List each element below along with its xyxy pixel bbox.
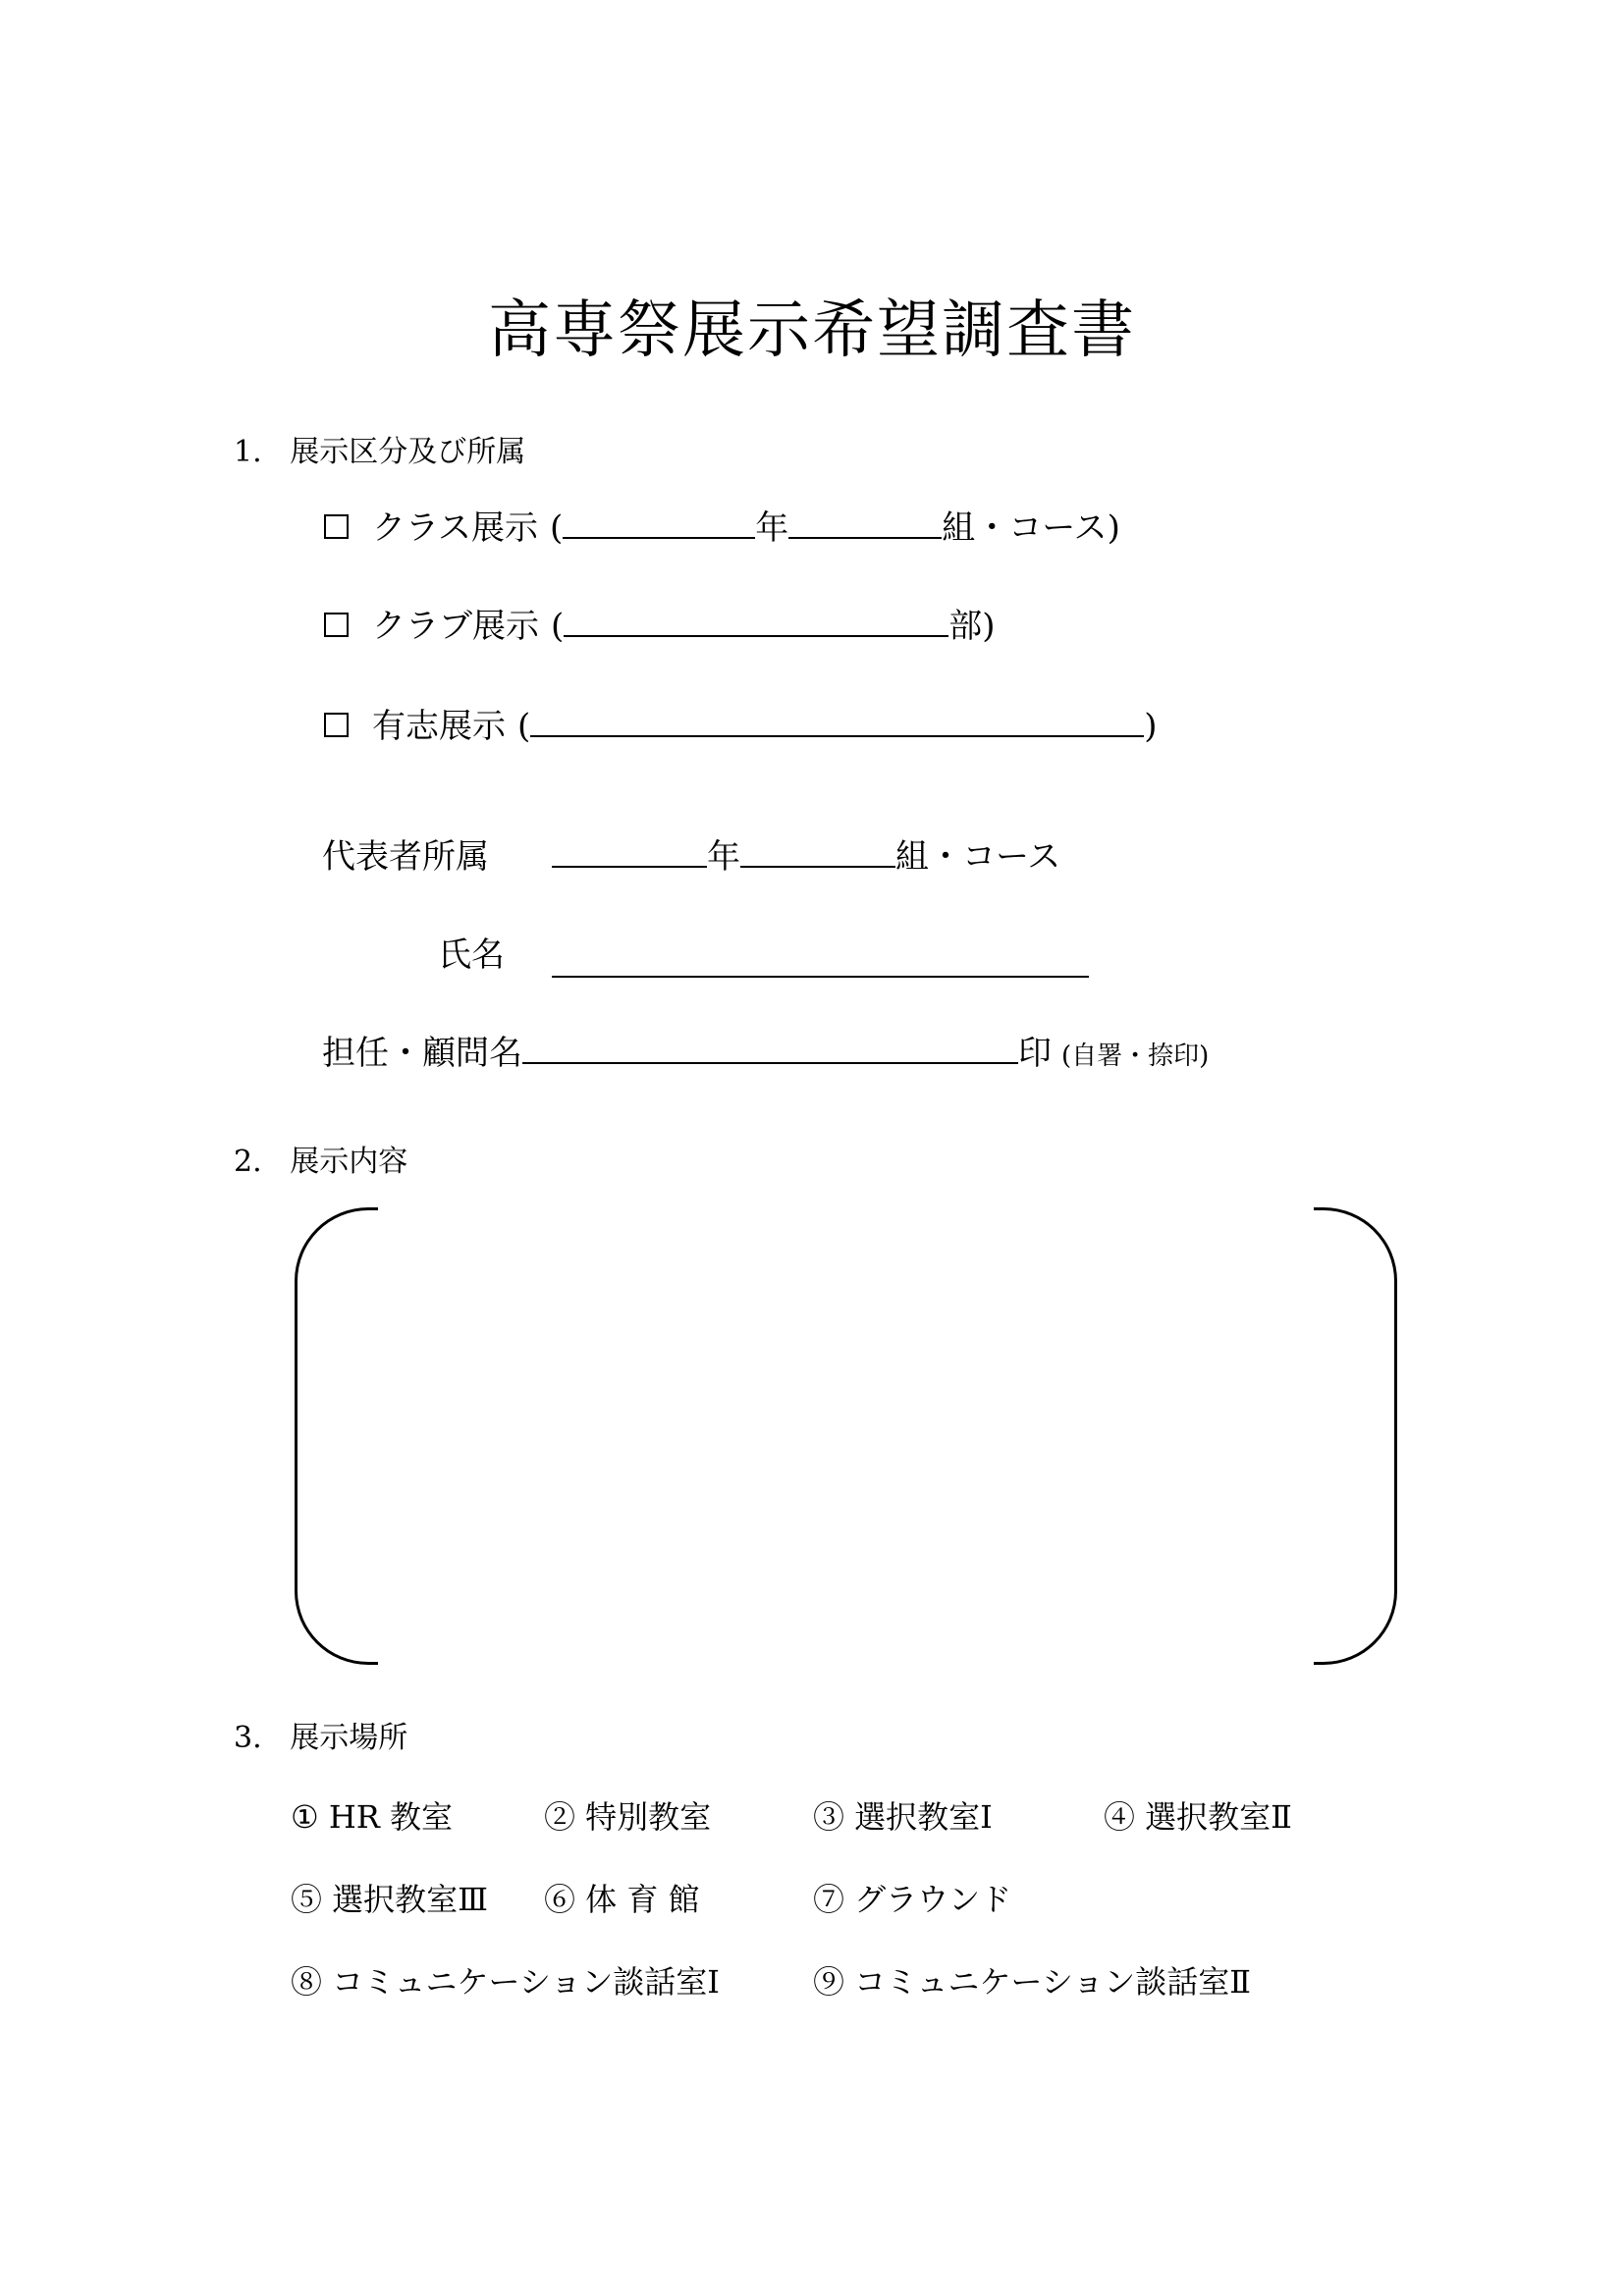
volunteer-name-field[interactable] xyxy=(530,700,1144,737)
seal-label: 印 xyxy=(1018,1034,1052,1073)
section-2-title: 展示内容 xyxy=(290,1145,408,1179)
club-unit: 部 xyxy=(948,607,983,646)
content-right-bracket xyxy=(1314,1207,1397,1665)
open-paren: ( xyxy=(551,607,565,646)
venue-option[interactable]: ① HR 教室 xyxy=(291,1798,454,1836)
advisor-label: 担任・顧問名 xyxy=(322,1034,522,1073)
section-3-title: 展示場所 xyxy=(290,1721,408,1755)
club-exhibit-checkbox[interactable] xyxy=(324,613,349,637)
section-3-heading xyxy=(234,1713,407,1756)
open-paren: ( xyxy=(549,508,564,548)
open-paren: ( xyxy=(517,707,531,746)
section-2-heading xyxy=(234,1137,407,1180)
close-paren: ) xyxy=(982,607,996,646)
club-exhibit-option[interactable] xyxy=(324,599,996,647)
venue-option[interactable]: ⑦ グラウンド xyxy=(813,1881,1012,1918)
volunteer-exhibit-checkbox[interactable] xyxy=(324,713,349,737)
representative-affiliation-label: 代表者所属 xyxy=(322,837,489,877)
representative-name-field[interactable] xyxy=(552,940,1089,978)
representative-year-field[interactable] xyxy=(552,830,707,868)
close-paren: ) xyxy=(1107,508,1120,548)
volunteer-exhibit-option[interactable] xyxy=(324,699,1158,747)
venue-option[interactable]: ⑧ コミュニケーション談話室Ⅰ xyxy=(291,1963,720,2001)
advisor-row xyxy=(322,1026,1209,1074)
seal-note: (自署・捺印) xyxy=(1061,1041,1210,1071)
class-group-unit: 組・コース xyxy=(942,508,1108,548)
close-paren: ) xyxy=(1144,707,1158,746)
venue-option[interactable]: ⑤ 選択教室Ⅲ xyxy=(291,1881,489,1918)
class-year-unit: 年 xyxy=(755,508,789,548)
representative-group-field[interactable] xyxy=(740,830,895,868)
club-exhibit-label: クラブ展示 xyxy=(372,607,539,646)
representative-group-unit: 組・コース xyxy=(895,837,1061,877)
section-1-title: 展示区分及び所属 xyxy=(290,435,526,469)
section-1-heading xyxy=(234,427,525,470)
venue-option[interactable]: ⑨ コミュニケーション談話室Ⅱ xyxy=(813,1963,1252,2001)
section-1-number: 1. xyxy=(234,435,262,469)
club-name-field[interactable] xyxy=(564,600,948,637)
representative-year-unit: 年 xyxy=(707,837,740,877)
volunteer-exhibit-label: 有志展示 xyxy=(372,707,506,746)
class-exhibit-checkbox[interactable] xyxy=(324,514,349,539)
class-exhibit-label: クラス展示 xyxy=(372,508,538,548)
class-group-field[interactable] xyxy=(788,502,942,539)
representative-name-label: 氏名 xyxy=(438,935,505,975)
venue-option[interactable]: ④ 選択教室Ⅱ xyxy=(1104,1798,1292,1836)
class-exhibit-option[interactable] xyxy=(324,501,1120,549)
representative-affiliation-row xyxy=(552,829,1060,878)
representative-name-row xyxy=(552,940,1089,978)
content-left-bracket xyxy=(295,1207,378,1665)
class-year-field[interactable] xyxy=(563,502,755,539)
venue-option[interactable]: ② 特別教室 xyxy=(544,1798,712,1836)
advisor-name-field[interactable] xyxy=(522,1027,1018,1064)
venue-option[interactable]: ⑥ 体 育 館 xyxy=(544,1881,700,1918)
document-title: 高専祭展示希望調査書 xyxy=(488,294,1136,367)
section-2-number: 2. xyxy=(234,1145,262,1179)
venue-option[interactable]: ③ 選択教室Ⅰ xyxy=(813,1798,993,1836)
exhibit-content-area[interactable] xyxy=(378,1217,1314,1655)
section-3-number: 3. xyxy=(234,1721,262,1755)
